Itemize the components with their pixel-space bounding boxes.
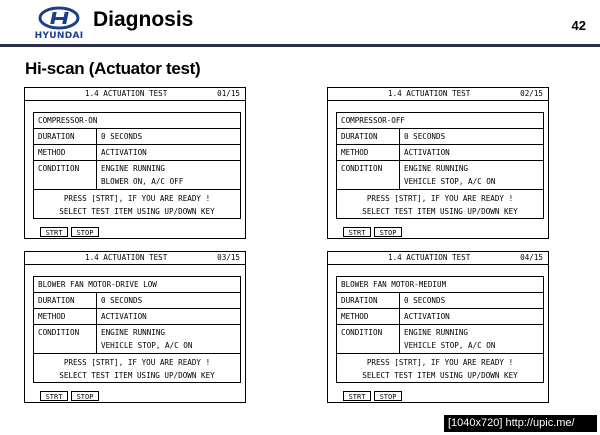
select-hint: SELECT TEST ITEM USING UP/DOWN KEY	[362, 207, 518, 216]
duration-label: DURATION	[34, 129, 97, 144]
screen-title: 1.4 ACTUATION TEST	[85, 89, 168, 98]
screen-header	[328, 88, 548, 101]
method-row	[337, 145, 543, 161]
condition-row	[337, 161, 543, 190]
test-item-name: COMPRESSOR-ON	[38, 116, 98, 125]
actuation-test-screen	[327, 251, 549, 403]
condition-line-1: ENGINE RUNNING	[101, 328, 166, 337]
test-item-row[interactable]	[34, 113, 240, 129]
condition-label: CONDITION	[34, 161, 97, 189]
condition-line-1: ENGINE RUNNING	[404, 328, 469, 337]
condition-row	[34, 161, 240, 190]
start-button[interactable]: STRT	[40, 391, 68, 401]
test-item-table	[33, 276, 241, 383]
screen-page-indicator: 02/15	[520, 89, 543, 98]
condition-line-2: VEHICLE STOP, A/C ON	[101, 341, 193, 350]
test-item-row[interactable]	[34, 277, 240, 293]
method-value: ACTIVATION	[101, 312, 147, 321]
ready-prompt: PRESS [STRT], IF YOU ARE READY !	[366, 194, 514, 203]
actuation-test-screen	[327, 87, 549, 239]
stop-button[interactable]: STOP	[374, 227, 402, 237]
screen-page-indicator: 01/15	[217, 89, 240, 98]
image-source-footer: [1040x720] http://upic.me/	[444, 415, 597, 432]
method-value: ACTIVATION	[404, 312, 450, 321]
ready-prompt: PRESS [STRT], IF YOU ARE READY !	[366, 358, 514, 367]
start-button[interactable]: STRT	[343, 227, 371, 237]
method-row	[34, 309, 240, 325]
stop-button[interactable]: STOP	[374, 391, 402, 401]
condition-line-2: VEHICLE STOP, A/C ON	[404, 341, 496, 350]
actuation-test-screen	[24, 251, 246, 403]
duration-value: 0 SECONDS	[404, 132, 446, 141]
hyundai-logo	[26, 6, 92, 40]
stop-button[interactable]: STOP	[71, 391, 99, 401]
condition-row	[337, 325, 543, 354]
duration-value: 0 SECONDS	[404, 296, 446, 305]
header-divider	[0, 44, 600, 47]
duration-label: DURATION	[337, 293, 400, 308]
duration-row	[34, 129, 240, 145]
test-item-table	[336, 276, 544, 383]
test-item-row[interactable]	[337, 113, 543, 129]
ready-prompt: PRESS [STRT], IF YOU ARE READY !	[63, 194, 211, 203]
screen-title: 1.4 ACTUATION TEST	[388, 253, 471, 262]
screen-page-indicator: 04/15	[520, 253, 543, 262]
duration-row	[34, 293, 240, 309]
method-label: METHOD	[337, 309, 400, 324]
test-item-name: BLOWER FAN MOTOR-MEDIUM	[341, 280, 447, 289]
start-button[interactable]: STRT	[40, 227, 68, 237]
screen-title: 1.4 ACTUATION TEST	[388, 89, 471, 98]
method-value: ACTIVATION	[101, 148, 147, 157]
select-hint: SELECT TEST ITEM USING UP/DOWN KEY	[59, 207, 215, 216]
screen-header	[25, 88, 245, 101]
screen-title: 1.4 ACTUATION TEST	[85, 253, 168, 262]
screen-header	[25, 252, 245, 265]
test-item-name: COMPRESSOR-OFF	[341, 116, 406, 125]
section-subtitle: Hi-scan (Actuator test)	[25, 59, 201, 78]
test-item-name: BLOWER FAN MOTOR-DRIVE LOW	[38, 280, 157, 289]
ready-prompt: PRESS [STRT], IF YOU ARE READY !	[63, 358, 211, 367]
duration-value: 0 SECONDS	[101, 132, 143, 141]
condition-row	[34, 325, 240, 354]
start-button[interactable]: STRT	[343, 391, 371, 401]
slide-title: Diagnosis	[93, 8, 194, 31]
condition-label: CONDITION	[34, 325, 97, 353]
method-row	[337, 309, 543, 325]
brand-wordmark: HYUNDAI	[34, 31, 84, 41]
test-item-table	[336, 112, 544, 219]
screen-header	[328, 252, 548, 265]
duration-row	[337, 129, 543, 145]
condition-line-1: ENGINE RUNNING	[101, 164, 166, 173]
condition-label: CONDITION	[337, 161, 400, 189]
method-label: METHOD	[34, 309, 97, 324]
page-number: 42	[571, 18, 586, 33]
condition-line-1: ENGINE RUNNING	[404, 164, 469, 173]
method-value: ACTIVATION	[404, 148, 450, 157]
screen-page-indicator: 03/15	[217, 253, 240, 262]
condition-line-2: BLOWER ON, A/C OFF	[101, 177, 184, 186]
method-label: METHOD	[337, 145, 400, 160]
test-item-row[interactable]	[337, 277, 543, 293]
select-hint: SELECT TEST ITEM USING UP/DOWN KEY	[59, 371, 215, 380]
duration-label: DURATION	[337, 129, 400, 144]
select-hint: SELECT TEST ITEM USING UP/DOWN KEY	[362, 371, 518, 380]
stop-button[interactable]: STOP	[71, 227, 99, 237]
method-row	[34, 145, 240, 161]
actuation-test-screen	[24, 87, 246, 239]
method-label: METHOD	[34, 145, 97, 160]
duration-row	[337, 293, 543, 309]
duration-label: DURATION	[34, 293, 97, 308]
hyundai-emblem-icon	[26, 6, 92, 32]
condition-label: CONDITION	[337, 325, 400, 353]
condition-line-2: VEHICLE STOP, A/C ON	[404, 177, 496, 186]
duration-value: 0 SECONDS	[101, 296, 143, 305]
test-item-table	[33, 112, 241, 219]
